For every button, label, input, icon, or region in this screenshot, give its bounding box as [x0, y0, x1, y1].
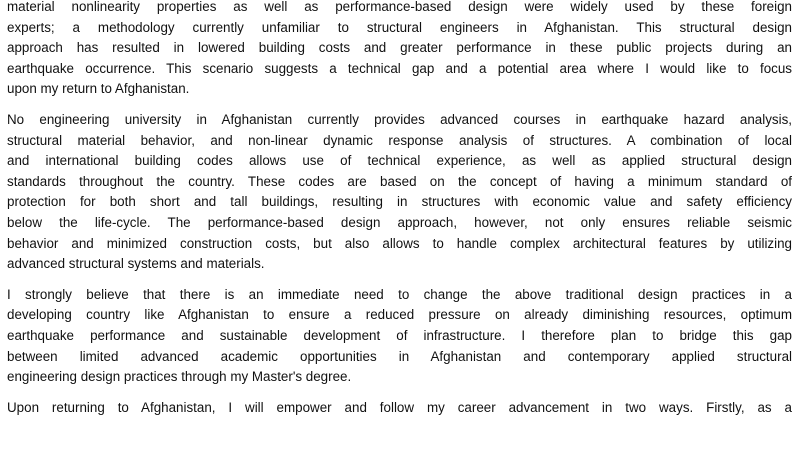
text-line: behavior and minimized construction costs, but also allows to handle complex architectural features by utilizing: [7, 235, 792, 251]
text-line: approach has resulted in lowered building costs and greater performance in these public projects during an: [7, 40, 792, 56]
paragraph-4: [0, 398, 800, 419]
text-line: advanced structural systems and materials.: [7, 256, 265, 272]
text-line: Upon returning to Afghanistan, I will empower and follow my career advancement in two ways. Firstly, as a: [7, 399, 792, 415]
paragraph-3: [0, 285, 800, 388]
text-line: experts; a methodology currently unfamiliar to structural engineers in Afghanistan. This structural design: [7, 19, 792, 35]
text-line: material nonlinearity properties as well as performance-based design were widely used by these foreign: [7, 0, 792, 14]
paragraph-1: [0, 0, 800, 100]
text-line: standards throughout the country. These codes are based on the concept of having a minimum standard of: [7, 173, 792, 189]
text-line: structural material behavior, and non-linear dynamic response analysis of structures. A combination of local: [7, 132, 792, 148]
paragraph-2: [0, 110, 800, 275]
text-line: protection for both short and tall buildings, resulting in structures with economic value and safety efficiency: [7, 194, 792, 210]
text-line: upon my return to Afghanistan.: [7, 81, 190, 97]
text-line: earthquake occurrence. This scenario suggests a technical gap and a potential area where I would like to focus: [7, 60, 792, 76]
text-line: No engineering university in Afghanistan currently provides advanced courses in earthquake hazard analysis,: [7, 111, 792, 127]
text-line: and international building codes allows use of technical experience, as well as applied structural design: [7, 153, 792, 169]
text-line: I strongly believe that there is an immediate need to change the above traditional design practices in a: [7, 286, 792, 302]
text-line: engineering design practices through my Master's degree.: [7, 369, 352, 385]
text-line: developing country like Afghanistan to ensure a reduced pressure on already diminishing resources, optimum: [7, 307, 792, 323]
text-line: earthquake performance and sustainable development of infrastructure. I therefore plan to bridge this gap: [7, 327, 792, 343]
text-line: between limited advanced academic opportunities in Afghanistan and contemporary applied structural: [7, 348, 792, 364]
text-line: below the life-cycle. The performance-based design approach, however, not only ensures reliable seismic: [7, 214, 792, 230]
